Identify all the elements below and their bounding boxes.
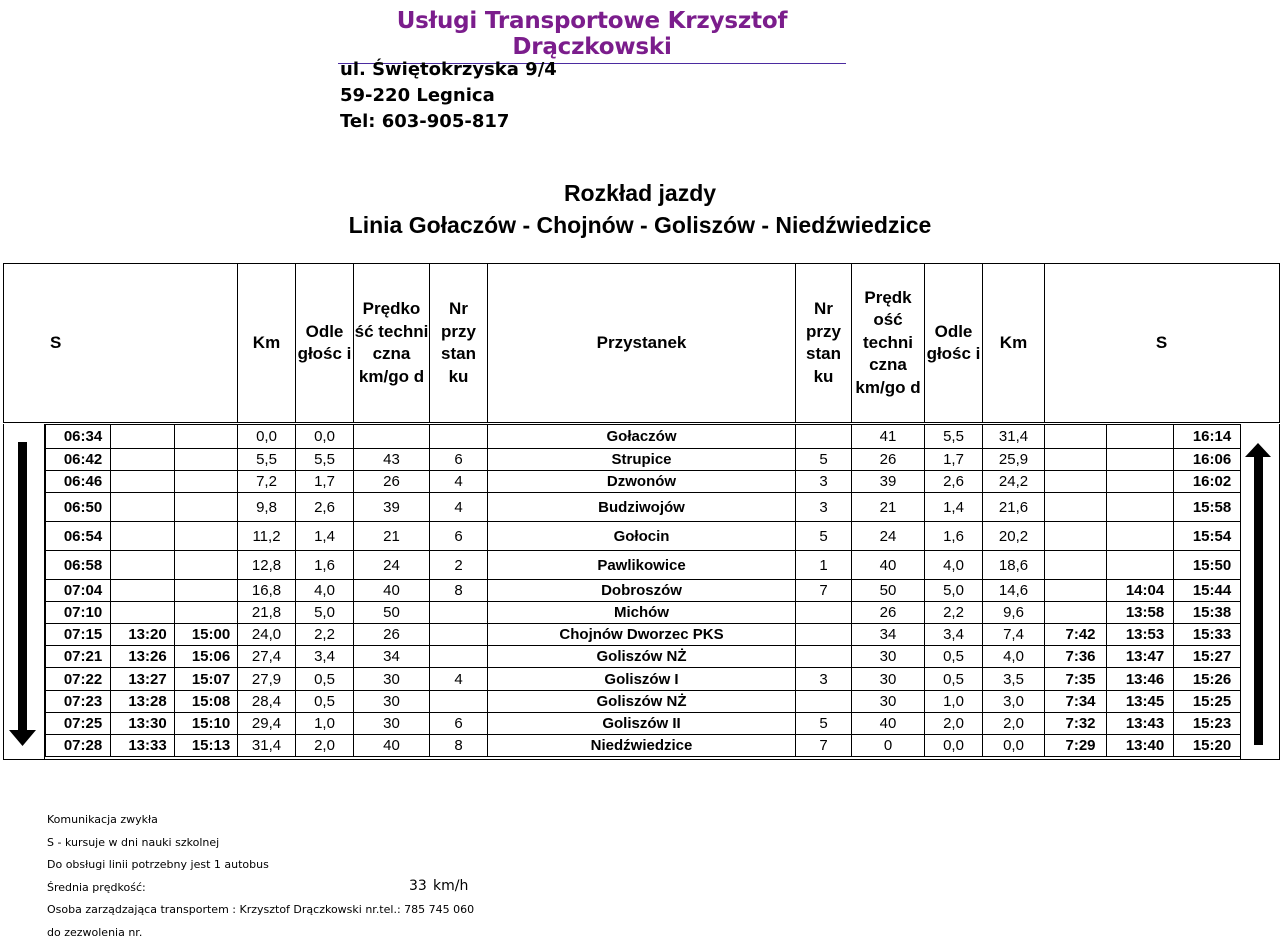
km-right: 20,2 [983, 522, 1045, 551]
direction-up-arrow-icon [1240, 424, 1280, 759]
speed-right: 26 [852, 449, 925, 471]
distance-left: 5,0 [296, 602, 354, 624]
time-right-3: 16:14 [1174, 425, 1241, 449]
time-right-3: 15:38 [1174, 602, 1241, 624]
time-left-2: 13:27 [111, 668, 175, 691]
stop-name: Dzwonów [488, 471, 796, 493]
direction-down-arrow-icon [4, 424, 45, 759]
time-right-1: 7:35 [1045, 668, 1107, 691]
header-nr-przystanku-right: Nr przy stan ku [795, 264, 851, 422]
distance-left: 4,0 [296, 580, 354, 602]
speed-right: 24 [852, 522, 925, 551]
distance-left: 1,4 [296, 522, 354, 551]
speed-left [354, 425, 430, 449]
company-address-street: ul. Świętokrzyska 9/4 [340, 57, 557, 83]
time-left-3: 15:00 [175, 624, 238, 646]
stop-name: Michów [488, 602, 796, 624]
time-right-3: 15:27 [1174, 646, 1241, 668]
time-left-3: 15:13 [175, 735, 238, 757]
stop-number-right: 5 [796, 522, 852, 551]
distance-right: 1,7 [925, 449, 983, 471]
km-left: 5,5 [238, 449, 296, 471]
time-left-1: 06:54 [46, 522, 111, 551]
table-row [46, 602, 1241, 624]
speed-right: 30 [852, 668, 925, 691]
time-left-3 [175, 602, 238, 624]
time-left-2 [111, 449, 175, 471]
km-right: 3,0 [983, 691, 1045, 713]
time-right-3: 16:06 [1174, 449, 1241, 471]
time-right-2: 13:40 [1107, 735, 1174, 757]
table-row [46, 691, 1241, 713]
speed-left: 24 [354, 551, 430, 580]
speed-right: 21 [852, 493, 925, 522]
distance-left: 0,5 [296, 668, 354, 691]
stop-number-left: 8 [430, 580, 488, 602]
stop-number-right [796, 624, 852, 646]
speed-left: 39 [354, 493, 430, 522]
table-row [46, 425, 1241, 449]
distance-left: 1,6 [296, 551, 354, 580]
time-left-2 [111, 522, 175, 551]
stop-name: Niedźwiedzice [488, 735, 796, 757]
km-left: 0,0 [238, 425, 296, 449]
time-left-2 [111, 471, 175, 493]
header-km-right: Km [982, 264, 1044, 422]
speed-left: 43 [354, 449, 430, 471]
distance-right: 1,6 [925, 522, 983, 551]
table-row [46, 624, 1241, 646]
time-left-1: 07:15 [46, 624, 111, 646]
stop-number-right: 7 [796, 580, 852, 602]
km-left: 9,8 [238, 493, 296, 522]
header-predkosc-left: Prędko ść techni czna km/go d [353, 264, 429, 422]
time-right-3: 15:33 [1174, 624, 1241, 646]
time-left-2 [111, 580, 175, 602]
km-right: 2,0 [983, 713, 1045, 735]
time-right-2: 13:58 [1107, 602, 1174, 624]
time-right-2 [1107, 551, 1174, 580]
distance-left: 5,5 [296, 449, 354, 471]
stop-number-left: 4 [430, 471, 488, 493]
stop-number-right [796, 425, 852, 449]
time-left-2: 13:30 [111, 713, 175, 735]
km-left: 21,8 [238, 602, 296, 624]
note-communication-type: Komunikacja zwykła [47, 809, 474, 832]
speed-left: 40 [354, 735, 430, 757]
time-left-3: 15:06 [175, 646, 238, 668]
time-right-2: 13:43 [1107, 713, 1174, 735]
time-left-1: 06:34 [46, 425, 111, 449]
stop-number-right: 1 [796, 551, 852, 580]
time-right-1 [1045, 580, 1107, 602]
time-left-3 [175, 522, 238, 551]
distance-left: 2,2 [296, 624, 354, 646]
km-left: 12,8 [238, 551, 296, 580]
time-left-2: 13:28 [111, 691, 175, 713]
time-right-1 [1045, 602, 1107, 624]
km-left: 27,9 [238, 668, 296, 691]
km-left: 16,8 [238, 580, 296, 602]
header-predkosc-right: Prędk ość techni czna km/go d [851, 264, 924, 422]
time-left-3: 15:08 [175, 691, 238, 713]
time-right-1: 7:34 [1045, 691, 1107, 713]
timetable-body [3, 424, 1280, 760]
company-address-city: 59-220 Legnica [340, 83, 495, 109]
time-right-2 [1107, 471, 1174, 493]
time-left-1: 06:46 [46, 471, 111, 493]
time-right-1 [1045, 551, 1107, 580]
time-right-3: 15:54 [1174, 522, 1241, 551]
company-phone: Tel: 603-905-817 [340, 109, 509, 135]
km-right: 25,9 [983, 449, 1045, 471]
stop-number-right [796, 691, 852, 713]
stop-number-right [796, 602, 852, 624]
stop-name: Budziwojów [488, 493, 796, 522]
speed-right: 39 [852, 471, 925, 493]
time-right-2: 13:46 [1107, 668, 1174, 691]
distance-right: 3,4 [925, 624, 983, 646]
time-left-2: 13:33 [111, 735, 175, 757]
time-right-2: 13:53 [1107, 624, 1174, 646]
speed-right: 30 [852, 646, 925, 668]
km-right: 4,0 [983, 646, 1045, 668]
time-right-1 [1045, 449, 1107, 471]
distance-right: 0,5 [925, 668, 983, 691]
stop-name: Gołaczów [488, 425, 796, 449]
line-name: Linia Gołaczów - Chojnów - Goliszów - Niedźwiedzice [0, 212, 1280, 239]
time-right-2 [1107, 522, 1174, 551]
time-right-1: 7:32 [1045, 713, 1107, 735]
note-s-legend: S - kursuje w dni nauki szkolnej [47, 832, 474, 855]
stop-number-left: 8 [430, 735, 488, 757]
km-right: 18,6 [983, 551, 1045, 580]
footer-notes [47, 809, 474, 944]
stop-number-left [430, 691, 488, 713]
average-speed-label: Średnia prędkość: [47, 881, 146, 894]
stop-number-right: 3 [796, 668, 852, 691]
time-left-3 [175, 425, 238, 449]
time-right-2: 13:45 [1107, 691, 1174, 713]
distance-right: 0,0 [925, 735, 983, 757]
table-row [46, 449, 1241, 471]
table-row [46, 713, 1241, 735]
km-right: 21,6 [983, 493, 1045, 522]
time-left-2 [111, 551, 175, 580]
speed-right: 30 [852, 691, 925, 713]
time-left-1: 07:21 [46, 646, 111, 668]
distance-left: 0,0 [296, 425, 354, 449]
km-right: 7,4 [983, 624, 1045, 646]
time-left-3: 15:10 [175, 713, 238, 735]
time-left-1: 07:04 [46, 580, 111, 602]
time-right-1: 7:29 [1045, 735, 1107, 757]
stop-number-left: 6 [430, 713, 488, 735]
km-left: 11,2 [238, 522, 296, 551]
stop-number-left [430, 624, 488, 646]
time-right-2: 13:47 [1107, 646, 1174, 668]
time-right-3: 15:20 [1174, 735, 1241, 757]
stop-name: Goliszów I [488, 668, 796, 691]
time-right-3: 15:44 [1174, 580, 1241, 602]
speed-right: 0 [852, 735, 925, 757]
time-left-1: 07:28 [46, 735, 111, 757]
average-speed-unit: km/h [433, 875, 468, 898]
time-left-1: 07:23 [46, 691, 111, 713]
table-row [46, 522, 1241, 551]
speed-right: 41 [852, 425, 925, 449]
page-title: Rozkład jazdy [0, 180, 1280, 207]
stop-number-left: 4 [430, 493, 488, 522]
speed-right: 50 [852, 580, 925, 602]
speed-right: 40 [852, 713, 925, 735]
stop-name: Goliszów NŻ [488, 691, 796, 713]
time-right-1 [1045, 522, 1107, 551]
time-left-1: 06:58 [46, 551, 111, 580]
distance-right: 5,0 [925, 580, 983, 602]
distance-left: 1,7 [296, 471, 354, 493]
table-row [46, 646, 1241, 668]
km-right: 9,6 [983, 602, 1045, 624]
stop-name: Dobroszów [488, 580, 796, 602]
average-speed-value: 33 [409, 875, 427, 898]
time-left-1: 07:22 [46, 668, 111, 691]
time-right-2: 14:04 [1107, 580, 1174, 602]
time-right-3: 15:58 [1174, 493, 1241, 522]
timetable-table [45, 424, 1241, 757]
speed-left: 50 [354, 602, 430, 624]
stop-number-left: 4 [430, 668, 488, 691]
time-right-1 [1045, 493, 1107, 522]
note-permit-number: do zezwolenia nr. [47, 922, 474, 944]
distance-right: 1,0 [925, 691, 983, 713]
distance-left: 1,0 [296, 713, 354, 735]
stop-number-right: 5 [796, 713, 852, 735]
time-left-2 [111, 602, 175, 624]
km-right: 14,6 [983, 580, 1045, 602]
table-row [46, 735, 1241, 757]
table-row [46, 471, 1241, 493]
table-row [46, 551, 1241, 580]
header-odleglosc-right: Odle głośc i [924, 264, 982, 422]
note-transport-manager: Osoba zarządzająca transportem : Krzysztof Drączkowski nr.tel.: 785 745 060 [47, 899, 474, 922]
header-nr-przystanku-left: Nr przy stan ku [429, 264, 487, 422]
company-name: Usługi Transportowe Krzysztof Drączkowski [338, 8, 846, 64]
speed-left: 26 [354, 471, 430, 493]
km-right: 24,2 [983, 471, 1045, 493]
distance-right: 4,0 [925, 551, 983, 580]
distance-left: 2,0 [296, 735, 354, 757]
km-left: 27,4 [238, 646, 296, 668]
stop-name: Goliszów NŻ [488, 646, 796, 668]
header-s-left: S [4, 264, 237, 422]
speed-left: 21 [354, 522, 430, 551]
header-s-right: S [1044, 264, 1278, 422]
stop-name: Chojnów Dworzec PKS [488, 624, 796, 646]
distance-right: 0,5 [925, 646, 983, 668]
time-left-3 [175, 493, 238, 522]
distance-left: 0,5 [296, 691, 354, 713]
time-left-1: 07:25 [46, 713, 111, 735]
km-left: 28,4 [238, 691, 296, 713]
time-left-2 [111, 425, 175, 449]
speed-right: 40 [852, 551, 925, 580]
stop-name: Strupice [488, 449, 796, 471]
time-left-3 [175, 551, 238, 580]
time-right-2 [1107, 425, 1174, 449]
distance-right: 2,0 [925, 713, 983, 735]
stop-number-right [796, 646, 852, 668]
stop-number-left: 6 [430, 522, 488, 551]
time-right-2 [1107, 493, 1174, 522]
time-right-3: 16:02 [1174, 471, 1241, 493]
speed-left: 40 [354, 580, 430, 602]
header-odleglosc-left: Odle głośc i [295, 264, 353, 422]
time-right-1: 7:42 [1045, 624, 1107, 646]
stop-number-left: 6 [430, 449, 488, 471]
km-left: 31,4 [238, 735, 296, 757]
time-right-3: 15:50 [1174, 551, 1241, 580]
time-left-3 [175, 471, 238, 493]
km-right: 0,0 [983, 735, 1045, 757]
km-right: 31,4 [983, 425, 1045, 449]
note-bus-count: Do obsługi linii potrzebny jest 1 autobus [47, 854, 474, 877]
time-left-2 [111, 493, 175, 522]
distance-right: 1,4 [925, 493, 983, 522]
speed-right: 34 [852, 624, 925, 646]
km-left: 29,4 [238, 713, 296, 735]
table-row [46, 493, 1241, 522]
time-left-3 [175, 580, 238, 602]
time-right-3: 15:26 [1174, 668, 1241, 691]
table-row [46, 668, 1241, 691]
distance-left: 3,4 [296, 646, 354, 668]
time-left-2: 13:20 [111, 624, 175, 646]
table-row [46, 580, 1241, 602]
time-left-3 [175, 449, 238, 471]
stop-number-left: 2 [430, 551, 488, 580]
stop-number-left [430, 646, 488, 668]
distance-right: 2,6 [925, 471, 983, 493]
time-left-3: 15:07 [175, 668, 238, 691]
distance-right: 5,5 [925, 425, 983, 449]
km-left: 24,0 [238, 624, 296, 646]
note-average-speed [47, 877, 474, 900]
stop-number-left [430, 602, 488, 624]
time-right-1: 7:36 [1045, 646, 1107, 668]
stop-number-left [430, 425, 488, 449]
stop-number-right: 7 [796, 735, 852, 757]
time-right-2 [1107, 449, 1174, 471]
stop-number-right: 3 [796, 493, 852, 522]
header-przystanek: Przystanek [487, 264, 795, 422]
time-right-1 [1045, 471, 1107, 493]
distance-right: 2,2 [925, 602, 983, 624]
timetable-header [3, 263, 1280, 423]
stop-name: Goliszów II [488, 713, 796, 735]
stop-number-right: 3 [796, 471, 852, 493]
time-left-1: 06:50 [46, 493, 111, 522]
distance-left: 2,6 [296, 493, 354, 522]
time-right-3: 15:25 [1174, 691, 1241, 713]
stop-name: Pawlikowice [488, 551, 796, 580]
km-left: 7,2 [238, 471, 296, 493]
time-left-2: 13:26 [111, 646, 175, 668]
speed-left: 30 [354, 713, 430, 735]
km-right: 3,5 [983, 668, 1045, 691]
speed-right: 26 [852, 602, 925, 624]
time-left-1: 07:10 [46, 602, 111, 624]
time-right-1 [1045, 425, 1107, 449]
stop-name: Gołocin [488, 522, 796, 551]
speed-left: 30 [354, 668, 430, 691]
time-left-1: 06:42 [46, 449, 111, 471]
speed-left: 34 [354, 646, 430, 668]
stop-number-right: 5 [796, 449, 852, 471]
speed-left: 30 [354, 691, 430, 713]
header-km-left: Km [237, 264, 295, 422]
speed-left: 26 [354, 624, 430, 646]
time-right-3: 15:23 [1174, 713, 1241, 735]
